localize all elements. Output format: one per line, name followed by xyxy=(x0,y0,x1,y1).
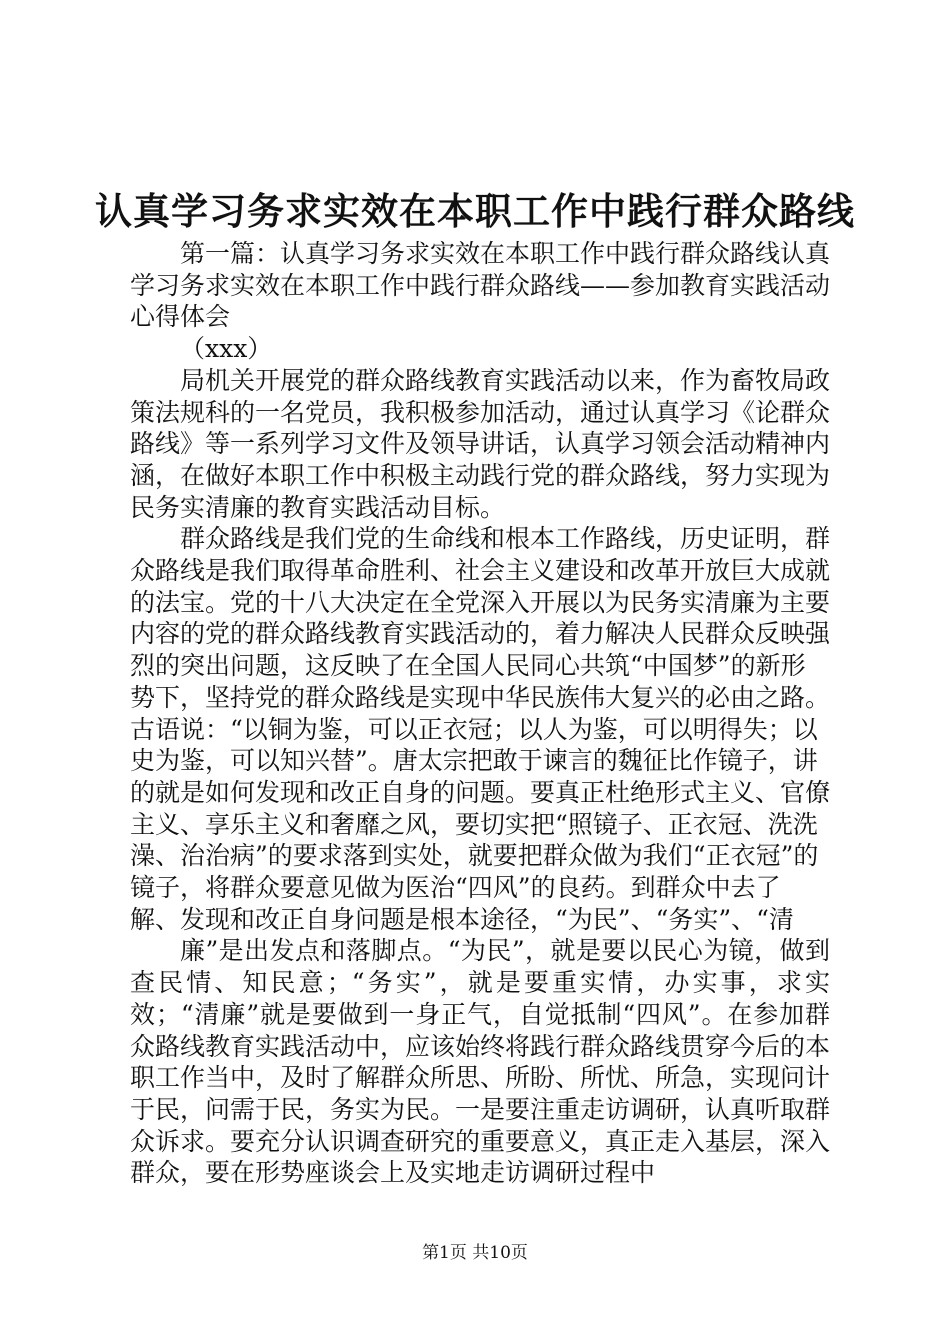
paragraph-heading: 第一篇：认真学习务求实效在本职工作中践行群众路线认真学习务求实效在本职工作中践行群众路线——参加教育实践活动心得体会 xyxy=(130,239,831,332)
paragraph-intro: 局机关开展党的群众路线教育实践活动以来，作为畜牧局政策法规科的一名党员，我积极参加活动，通过认真学习《论群众路线》等一系列学习文件及领导讲话，认真学习领会活动精神内涵，在做好本职工作中积极主动践行党的群众路线，努力实现为民务实清廉的教育实践活动目标。 xyxy=(130,365,831,522)
page-footer: 第1页 共10页 xyxy=(422,1243,528,1263)
document-body xyxy=(130,238,830,1189)
paragraph-continuation: 廉”是出发点和落脚点。“为民”，就是要以民心为镜，做到查民情、知民意；“务实”，就是要重实情，办实事，求实效；“清廉”就是要做到一身正气，自觉抵制“四风”。在参加群众路线教育实践活动中，应该始终将践行群众路线贯穿今后的本职工作当中，及时了解群众所思、所盼、所忧、所急，实现问计于民，问需于民，务实为民。一是要注重走访调研，认真听取群众诉求。要充分认识调查研究的重要意义，真正走入基层，深入群众，要在形势座谈会上及实地走访调研过程中 xyxy=(130,936,831,1188)
document-title: 认真学习务求实效在本职工作中践行群众路线 xyxy=(95,189,855,233)
paragraph-author: （xxx） xyxy=(180,334,273,364)
paragraph-main: 群众路线是我们党的生命线和根本工作路线，历史证明，群众路线是我们取得革命胜利、社会主义建设和改革开放巨大成就的法宝。党的十八大决定在全党深入开展以为民务实清廉为主要内容的党的群众路线教育实践活动的，着力解决人民群众反映强烈的突出问题，这反映了在全国人民同心共筑“中国梦”的新形势下，坚持党的群众路线是实现中华民族伟大复兴的必由之路。古语说：“以铜为鉴，可以正衣冠；以人为鉴，可以明得失；以史为鉴，可以知兴替”。唐太宗把敢于谏言的魏征比作镜子，讲的就是如何发现和改正自身的问题。要真正杜绝形式主义、官僚主义、享乐主义和奢靡之风，要切实把“照镜子、正衣冠、洗洗澡、治治病”的要求落到实处，就要把群众做为我们“正衣冠”的镜子，将群众要意见做为医治“四风”的良药。到群众中去了解、发现和改正自身问题是根本途径，“为民”、“务实”、“清 xyxy=(130,524,831,934)
